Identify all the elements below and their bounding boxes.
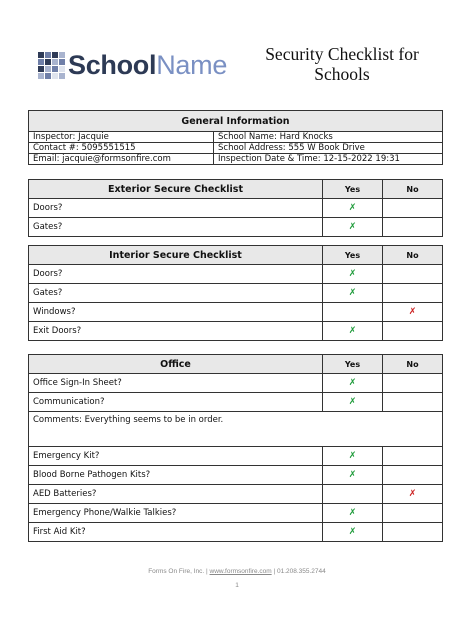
footer-company: Forms On Fire, Inc. (148, 568, 205, 575)
table-row (29, 199, 443, 218)
checklist-item-label: Gates? (29, 218, 323, 237)
logo-square (45, 59, 51, 65)
checklist-item-label: AED Batteries? (29, 485, 323, 504)
table-row (29, 265, 443, 284)
yes-mark: ✗ (323, 199, 383, 218)
table-row (29, 374, 443, 393)
no-mark (383, 374, 443, 393)
exterior-checklist-table (28, 179, 443, 237)
footer-separator: | (206, 568, 208, 575)
table-row (29, 447, 443, 466)
logo-square (52, 52, 58, 58)
exterior-checklist-heading: Exterior Secure Checklist (29, 180, 323, 199)
inspection-datetime-field: Inspection Date & Time: 12-15-2022 19:31 (214, 154, 443, 165)
page-number: 1 (235, 582, 239, 589)
logo-square (38, 59, 44, 65)
general-information-heading: General Information (29, 111, 443, 132)
school-address-field: School Address: 555 W Book Drive (214, 143, 443, 154)
logo-square (45, 66, 51, 72)
yes-mark: ✗ (323, 218, 383, 237)
logo-text-school: School (68, 50, 157, 80)
footer-info (0, 568, 474, 575)
checklist-item-label: Gates? (29, 284, 323, 303)
table-row (29, 504, 443, 523)
no-column-header: No (383, 180, 443, 199)
table-row (29, 322, 443, 341)
interior-checklist-heading: Interior Secure Checklist (29, 246, 323, 265)
yes-column-header: Yes (323, 246, 383, 265)
logo-text (68, 50, 227, 80)
no-mark (383, 504, 443, 523)
yes-mark: ✗ (323, 322, 383, 341)
table-row (29, 218, 443, 237)
no-mark (383, 466, 443, 485)
logo-square (38, 66, 44, 72)
logo-square (52, 66, 58, 72)
yes-column-header: Yes (323, 355, 383, 374)
no-mark: ✗ (383, 303, 443, 322)
comments-field: Comments: Everything seems to be in order. (29, 412, 443, 447)
school-name-field: School Name: Hard Knocks (214, 132, 443, 143)
checklist-item-label: First Aid Kit? (29, 523, 323, 542)
logo-square (59, 52, 65, 58)
logo-square (59, 73, 65, 79)
no-mark (383, 284, 443, 303)
no-mark (383, 218, 443, 237)
footer-phone: 01.208.355.2744 (276, 568, 326, 575)
footer-website-link[interactable]: www.formsonfire.com (209, 568, 272, 575)
logo-square (59, 59, 65, 65)
yes-mark (323, 485, 383, 504)
document-title: Security Checklist for Schools (265, 44, 419, 84)
yes-mark (323, 303, 383, 322)
table-row (29, 466, 443, 485)
yes-column-header: Yes (323, 180, 383, 199)
no-mark (383, 265, 443, 284)
inspector-field: Inspector: Jacquie (29, 132, 214, 143)
yes-mark: ✗ (323, 523, 383, 542)
no-mark (383, 393, 443, 412)
no-mark: ✗ (383, 485, 443, 504)
checklist-item-label: Office Sign-In Sheet? (29, 374, 323, 393)
table-row (29, 485, 443, 504)
general-information-table (28, 110, 443, 165)
no-column-header: No (383, 246, 443, 265)
checklist-item-label: Emergency Phone/Walkie Talkies? (29, 504, 323, 523)
email-field: Email: jacquie@formsonfire.com (29, 154, 214, 165)
yes-mark: ✗ (323, 284, 383, 303)
no-mark (383, 322, 443, 341)
interior-checklist-table (28, 245, 443, 341)
table-row (29, 303, 443, 322)
logo-text-name: Name (156, 50, 228, 80)
checklist-item-label: Doors? (29, 265, 323, 284)
yes-mark: ✗ (323, 447, 383, 466)
logo-square (59, 66, 65, 72)
no-mark (383, 447, 443, 466)
no-mark (383, 523, 443, 542)
table-row (29, 284, 443, 303)
checklist-item-label: Exit Doors? (29, 322, 323, 341)
checklist-item-label: Windows? (29, 303, 323, 322)
comments-row (29, 412, 443, 447)
yes-mark: ✗ (323, 265, 383, 284)
yes-mark: ✗ (323, 374, 383, 393)
office-checklist-table (28, 354, 443, 542)
logo-square (52, 59, 58, 65)
checklist-item-label: Doors? (29, 199, 323, 218)
office-heading: Office (29, 355, 323, 374)
checklist-item-label: Communication? (29, 393, 323, 412)
yes-mark: ✗ (323, 504, 383, 523)
school-logo (38, 50, 227, 80)
no-column-header: No (383, 355, 443, 374)
logo-square (45, 52, 51, 58)
checklist-item-label: Emergency Kit? (29, 447, 323, 466)
checklist-item-label: Blood Borne Pathogen Kits? (29, 466, 323, 485)
logo-square (38, 73, 44, 79)
yes-mark: ✗ (323, 393, 383, 412)
logo-square (52, 73, 58, 79)
logo-square (45, 73, 51, 79)
yes-mark: ✗ (323, 466, 383, 485)
contact-field: Contact #: 5095551515 (29, 143, 214, 154)
no-mark (383, 199, 443, 218)
table-row (29, 393, 443, 412)
logo-grid-icon (38, 52, 65, 79)
footer-separator: | (273, 568, 276, 575)
table-row (29, 523, 443, 542)
logo-square (38, 52, 44, 58)
